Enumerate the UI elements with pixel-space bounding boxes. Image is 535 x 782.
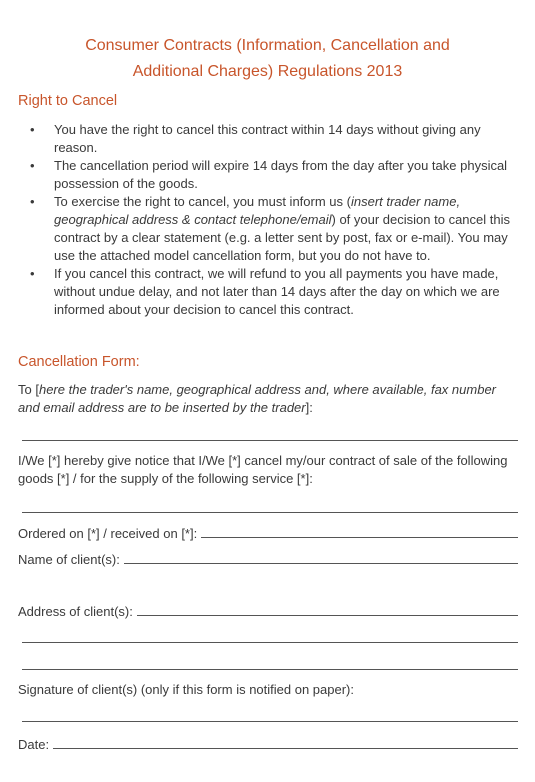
client-address-field: [18, 601, 518, 619]
signature-label: Signature of client(s) (only if this form is notified on paper):: [18, 682, 354, 697]
title-line-1: Consumer Contracts (Information, Cancellation and: [85, 37, 450, 54]
bullet-icon: •: [30, 194, 35, 209]
date-line[interactable]: [53, 736, 518, 749]
client-address-line-3[interactable]: [22, 669, 518, 670]
client-name-line[interactable]: [124, 551, 518, 564]
addressee-field-line[interactable]: [22, 440, 518, 441]
ordered-on-label: Ordered on [*] / received on [*]:: [18, 526, 198, 541]
addressee-text-italic: here the trader's name, geographical address and, where available, fax number and email address are to be inserted by the trader: [18, 382, 496, 415]
notice-statement: I/We [*] hereby give notice that I/We [*] cancel my/our contract of sale of the following goods [*] / for the supply of the following service [*]:: [18, 453, 508, 486]
bullet-icon: •: [30, 266, 35, 281]
addressee-text-start: To [: [18, 382, 39, 397]
list-item: [0, 265, 535, 319]
cancellation-form-heading: Cancellation Form:: [18, 354, 140, 370]
client-address-line-2[interactable]: [22, 642, 518, 643]
bullet-text: You have the right to cancel this contract within 14 days without giving any reason.: [54, 122, 481, 155]
bullet-icon: •: [30, 122, 35, 137]
bullet-text: If you cancel this contract, we will refund to you all payments you have made, without undue delay, and not later than 14 days after the day on which we are informed about your decision to cancel this contract.: [54, 266, 500, 317]
ordered-on-line[interactable]: [201, 525, 518, 538]
document-title: [0, 33, 535, 85]
goods-field-line[interactable]: [22, 512, 518, 513]
list-item: [0, 193, 535, 265]
addressee-instruction: [18, 381, 518, 417]
client-address-line[interactable]: [137, 603, 518, 616]
bullet-text-italic: insert trader name, geographical address & contact telephone/email: [54, 194, 461, 227]
bullet-text-end: ) of your decision to cancel this contract by a clear statement (e.g. a letter sent by post, fax or e-mail). You may use the attached model cancellation form, but you do not have to.: [54, 212, 510, 263]
client-address-label: Address of client(s):: [18, 604, 133, 619]
ordered-on-field: [18, 523, 518, 541]
bullet-icon: •: [30, 158, 35, 173]
list-item: [0, 121, 535, 157]
date-label: Date:: [18, 737, 50, 752]
signature-field-line[interactable]: [22, 721, 518, 722]
date-field: [18, 734, 518, 752]
bullet-text-start: To exercise the right to cancel, you must inform us (: [54, 194, 351, 209]
title-line-2: Additional Charges) Regulations 2013: [132, 63, 403, 80]
right-to-cancel-heading: Right to Cancel: [18, 93, 118, 109]
right-to-cancel-list: [0, 121, 535, 319]
list-item: [0, 157, 535, 193]
client-name-field: [18, 549, 518, 567]
addressee-text-end: ]:: [305, 400, 313, 415]
client-name-label: Name of client(s):: [18, 552, 120, 567]
bullet-text: The cancellation period will expire 14 days from the day after you take physical possession of the goods.: [54, 158, 508, 191]
